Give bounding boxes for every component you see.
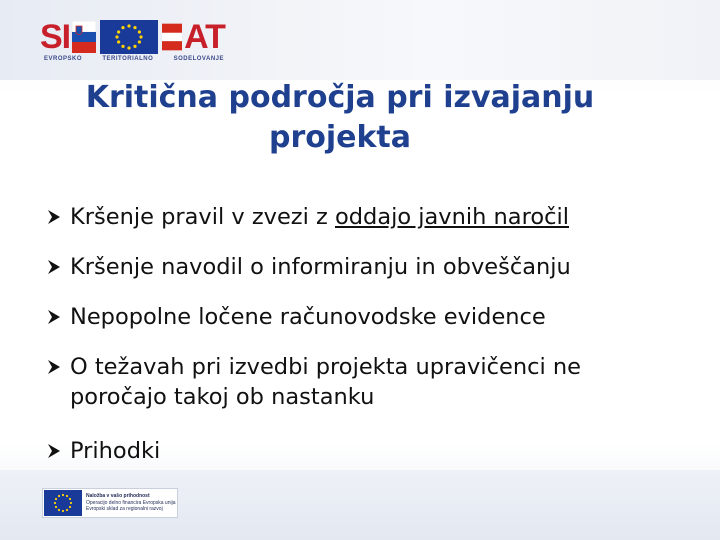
bullet-item xyxy=(46,352,686,412)
logo-subtitle-word: EVROPSKO xyxy=(44,56,83,62)
eu-flag-icon xyxy=(44,490,82,516)
logo-text-at: AT xyxy=(184,18,225,56)
slide-title xyxy=(40,78,640,158)
logo-subtitle-word: TERITORIALNO xyxy=(102,56,154,62)
bullet-text-part: Kršenje pravil v zvezi z xyxy=(70,204,335,230)
arrow-bullet-icon xyxy=(46,354,62,380)
funding-text-line: Operacijo delno financira Evropska unija xyxy=(86,499,176,506)
logo-subtitle xyxy=(44,56,224,62)
funding-text-line: Evropski sklad za regionalni razvoj xyxy=(86,506,163,513)
siat-logo xyxy=(40,20,230,68)
arrow-bullet-icon xyxy=(46,438,62,464)
funding-text-line: Naložba v vašo prihodnost xyxy=(86,493,150,500)
bullet-text xyxy=(70,202,569,232)
bullet-text: Kršenje navodil o informiranju in obveščanju xyxy=(70,254,571,280)
bullet-underlined-text: oddajo javnih naročil xyxy=(334,204,569,230)
bullet-text-line: O težavah pri izvedbi projekta upravičenci ne xyxy=(70,354,581,380)
bullet-text: Prihodki xyxy=(70,438,161,464)
arrow-bullet-icon xyxy=(46,204,62,230)
slide-title-line2: projekta xyxy=(268,120,412,155)
bullet-text: Nepopolne ločene računovodske evidence xyxy=(70,304,546,330)
bullet-item xyxy=(46,202,686,232)
eu-funding-notice xyxy=(42,488,178,518)
bullet-item xyxy=(46,436,686,466)
logo-text-si: SI xyxy=(40,18,71,56)
arrow-bullet-icon xyxy=(46,304,62,330)
logo-subtitle-word: SODELOVANJE xyxy=(173,56,224,62)
eu-flag-icon xyxy=(100,20,158,54)
bullet-list xyxy=(46,202,686,486)
funding-text xyxy=(86,493,176,513)
slide-title-line1: Kritična področja pri izvajanju xyxy=(85,80,595,115)
arrow-bullet-icon xyxy=(46,254,62,280)
bullet-item xyxy=(46,302,686,332)
bullet-item xyxy=(46,252,686,282)
bullet-text-line: poročajo takoj ob nastanku xyxy=(70,384,375,410)
slovenia-flag-icon xyxy=(72,21,96,53)
austria-flag-icon xyxy=(162,21,182,53)
bullet-text xyxy=(70,352,581,412)
